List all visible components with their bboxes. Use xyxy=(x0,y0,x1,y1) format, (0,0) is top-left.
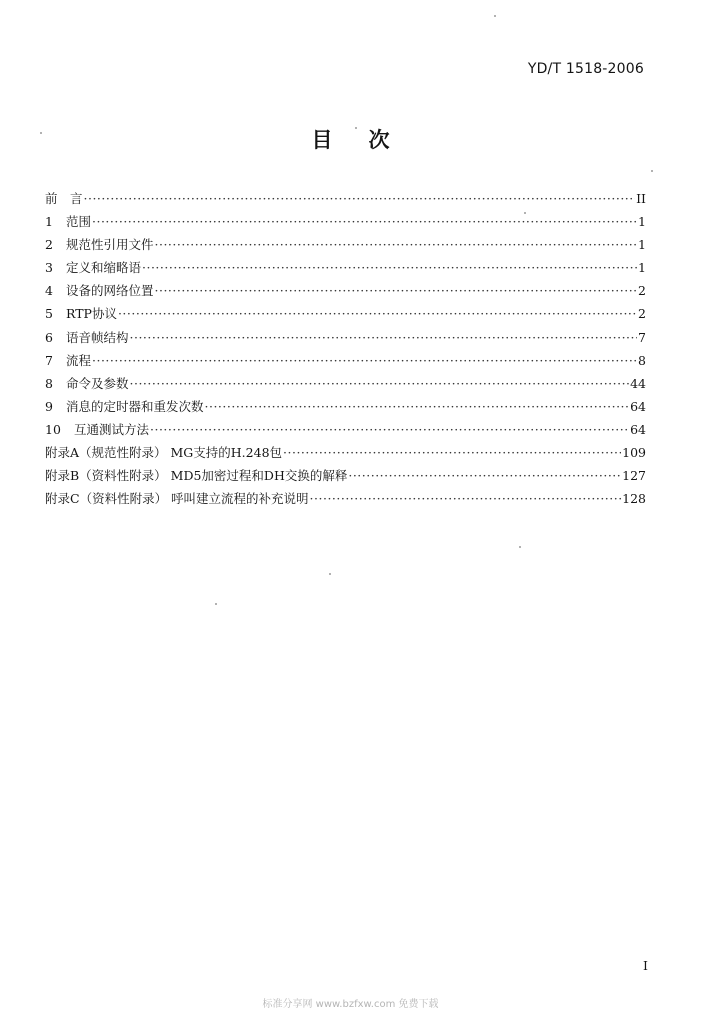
toc-entry-page: 44 xyxy=(630,375,646,391)
toc-leader-dots xyxy=(118,302,637,325)
toc-entry-label: 定义和缩略语 xyxy=(66,260,142,276)
toc-entry-label: 附录A（规范性附录） MG支持的H.248包 xyxy=(45,445,283,461)
toc-entry-annex-b[interactable] xyxy=(45,464,646,487)
toc-entry-label: 附录C（资料性附录） 呼叫建立流程的补充说明 xyxy=(45,491,309,507)
toc-leader-dots xyxy=(84,187,636,210)
toc-entry-label: 流程 xyxy=(66,352,92,368)
toc-entry-number: 5 xyxy=(45,306,53,322)
toc-entry-label: 前 言 xyxy=(45,191,83,206)
scan-speck xyxy=(651,170,653,172)
toc-entry-page: 128 xyxy=(622,491,646,507)
scan-speck xyxy=(355,127,357,129)
scan-speck xyxy=(519,546,521,548)
toc-entry-label: 命令及参数 xyxy=(66,375,129,391)
toc-entry-page: 127 xyxy=(622,468,646,484)
toc-entry-number: 1 xyxy=(45,214,53,230)
toc-entry-label: 附录B（资料性附录） MD5加密过程和DH交换的解释 xyxy=(45,468,348,484)
toc-entry-5[interactable] xyxy=(45,302,646,325)
toc-entry-6[interactable] xyxy=(45,326,646,349)
toc-entry-annex-c[interactable] xyxy=(45,487,646,510)
toc-entry-8[interactable] xyxy=(45,372,646,395)
toc-entry-number: 4 xyxy=(45,283,53,299)
toc-entry-label: 设备的网络位置 xyxy=(66,283,154,299)
watermark-text: 标准分享网 www.bzfxw.com 免费下载 xyxy=(262,999,439,1010)
toc-leader-dots xyxy=(205,395,630,418)
toc-leader-dots xyxy=(310,487,622,510)
scan-speck xyxy=(524,212,526,214)
toc-leader-dots xyxy=(142,256,637,279)
toc-entry-number: 10 xyxy=(45,421,61,437)
toc-entry-2[interactable] xyxy=(45,233,646,256)
toc-entry-1[interactable] xyxy=(45,210,646,233)
toc-entry-annex-a[interactable] xyxy=(45,441,646,464)
table-of-contents xyxy=(45,187,646,510)
toc-entry-label: RTP协议 xyxy=(66,306,117,322)
toc-entry-number: 9 xyxy=(45,398,53,414)
toc-entry-page: 8 xyxy=(638,352,646,368)
toc-entry-label: 范围 xyxy=(66,214,92,230)
toc-title-char-2: 次 xyxy=(368,127,390,152)
toc-leader-dots xyxy=(283,441,621,464)
toc-leader-dots xyxy=(130,372,630,395)
toc-leader-dots xyxy=(92,210,637,233)
toc-entry-foreword[interactable] xyxy=(45,187,646,210)
toc-entry-page: 1 xyxy=(638,260,646,276)
toc-entry-page: II xyxy=(636,191,646,206)
toc-entry-number: 3 xyxy=(45,260,53,276)
toc-entry-page: 109 xyxy=(622,445,646,461)
toc-entry-page: 2 xyxy=(638,283,646,299)
toc-entry-page: 64 xyxy=(630,398,646,414)
toc-leader-dots xyxy=(130,326,638,349)
standard-number: YD/T 1518-2006 xyxy=(527,61,644,77)
toc-entry-number: 6 xyxy=(45,329,53,345)
toc-entry-page: 1 xyxy=(638,214,646,230)
toc-entry-label: 语音帧结构 xyxy=(66,329,129,345)
toc-entry-page: 1 xyxy=(638,237,646,253)
toc-leader-dots xyxy=(155,233,638,256)
toc-title xyxy=(0,124,701,154)
toc-entry-label: 规范性引用文件 xyxy=(66,237,154,253)
toc-entry-label: 消息的定时器和重发次数 xyxy=(66,398,204,414)
toc-entry-7[interactable] xyxy=(45,349,646,372)
toc-leader-dots xyxy=(150,418,629,441)
scan-speck xyxy=(329,573,331,575)
scan-speck xyxy=(494,15,496,17)
scan-speck xyxy=(40,132,42,134)
toc-entry-page: 7 xyxy=(638,329,646,345)
scan-speck xyxy=(215,603,217,605)
toc-leader-dots xyxy=(155,279,638,302)
toc-entry-9[interactable] xyxy=(45,395,646,418)
toc-entry-label: 互通测试方法 xyxy=(74,421,150,437)
toc-entry-number: 8 xyxy=(45,375,53,391)
toc-entry-10[interactable] xyxy=(45,418,646,441)
toc-entry-number: 7 xyxy=(45,352,53,368)
toc-title-char-1: 目 xyxy=(311,127,333,152)
toc-entry-number: 2 xyxy=(45,237,53,253)
toc-entry-4[interactable] xyxy=(45,279,646,302)
toc-entry-page: 2 xyxy=(638,306,646,322)
toc-entry-3[interactable] xyxy=(45,256,646,279)
footer-page-number: I xyxy=(643,958,648,973)
toc-leader-dots xyxy=(348,464,621,487)
toc-leader-dots xyxy=(92,349,637,372)
toc-entry-page: 64 xyxy=(630,421,646,437)
